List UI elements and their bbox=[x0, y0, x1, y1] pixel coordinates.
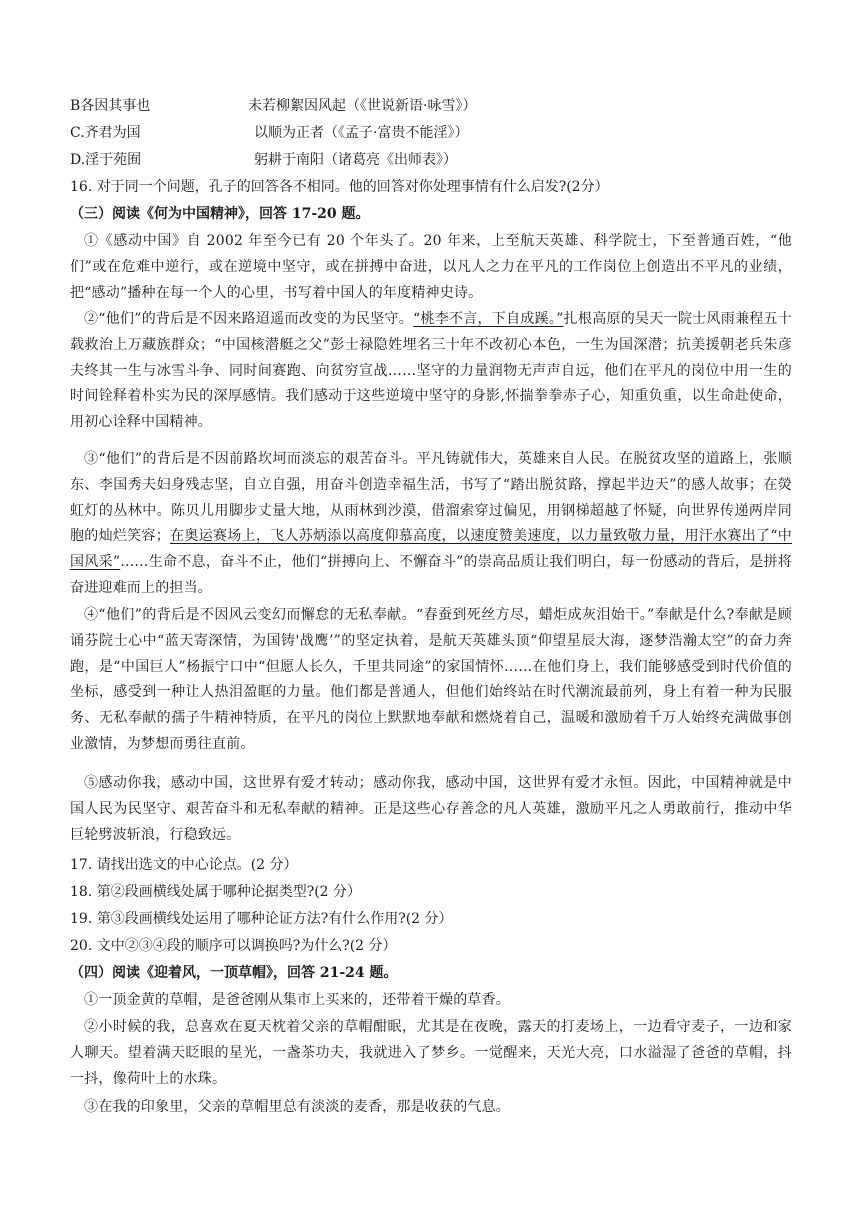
question-19: 19. 第③段画横线处运用了哪种论证方法?有什么作用?(2 分） bbox=[70, 911, 453, 927]
section-4-paragraph-1: ①一顶金黄的草帽，是爸爸刚从集市上买来的，还带着干燥的草香。 bbox=[84, 992, 510, 1008]
option-b-right: 未若柳絮因风起（《世说新语·咏雪》） bbox=[248, 98, 477, 114]
question-17: 17. 请找出选文的中心论点。(2 分） bbox=[70, 857, 298, 873]
paragraph-2-underlined-quote: “桃李不言，下自成蹊。” bbox=[412, 311, 564, 327]
option-d-left: D.淫于苑囿 bbox=[70, 152, 142, 168]
section-3-paragraph-3 bbox=[70, 447, 792, 602]
paragraph-3-text-b: ……生命不息，奋斗不止，他们“拼搏向上、不懈奋斗”的崇高品质让我们明白，每一份感动的背后，是拼将奋进迎难而上的担当。 bbox=[70, 554, 792, 596]
option-d-right: 躬耕于南阳（诸葛亮《出师表》） bbox=[254, 152, 457, 168]
section-4-paragraph-2: ②小时候的我，总喜欢在夏天枕着父亲的草帽酣眠，尤其是在夜晚，露天的打麦场上，一边看守麦子，一边和家人聊天。望着满天眨眼的星光，一盏茶功夫，我就进入了梦乡。一觉醒来，天光大亮，口水溢湿了爸爸的草帽，抖一抖，像荷叶上的水珠。 bbox=[70, 1019, 792, 1087]
section-4-paragraph-3: ③在我的印象里，父亲的草帽里总有淡淡的麦香，那是收获的气息。 bbox=[84, 1099, 510, 1115]
option-c-left: C.齐君为国 bbox=[70, 125, 141, 141]
section-3-paragraph-1: ①《感动中国》自 2002 年至今已有 20 个年头了。20 年来，上至航天英雄、科学院士，下至普通百姓，“他们”或在危难中逆行，或在逆境中坚守，或在拼搏中奋进，以凡人之力在平凡的工作岗位上创造出不平凡的业绩，把“感动”播种在每一个人的心里，书写着中国人的年度精神史诗。 bbox=[70, 233, 792, 301]
paragraph-2-text-b: 扎根高原的吴天一院士风雨兼程五十载救治上万藏族群众；“中国核潜艇之父”彭士禄隐姓埋名三十年不改初心本色，一生为国深潜；抗美援朝老兵朱彦夫终其一生与冰雪斗争、同时间赛跑、向贫穷宣战……坚守的力量润物无声声自远，他们在平凡的岗位中用一生的时间铨释着朴实为民的深厚感情。我们感动于这些逆境中坚守的身影,怀揣拳拳赤子心，知重负重，以生命赴使命，用初心诠释中国精神。 bbox=[70, 311, 793, 431]
question-16: 16. 对于同一个问题，孔子的回答各不相同。他的回答对你处理事情有什么启发?(2分） bbox=[70, 179, 609, 195]
section-3-paragraph-5: ⑤感动你我，感动中国，这世界有爱才转动；感动你我，感动中国，这世界有爱才永恒。因此，中国精神就是中国人民为民坚守、艰苦奋斗和无私奉献的精神。正是这些心存善念的凡人英雄，激励平凡之人勇敢前行，推动中华巨轮劈波斩浪，行稳致远。 bbox=[70, 775, 792, 843]
section-3-heading: （三）阅读《何为中国精神》，回答 17-20 题。 bbox=[70, 206, 370, 222]
question-20: 20. 文中②③④段的顺序可以调换吗?为什么?(2 分） bbox=[70, 938, 397, 954]
paragraph-2-text-a: ②“他们”的背后是不因来路迢遥而改变的为民坚守。 bbox=[84, 311, 413, 327]
option-c-right: 以顺为正者（《孟子·富贵不能淫》） bbox=[254, 125, 469, 141]
section-4-heading: （四）阅读《迎着风，一顶草帽》，回答 21-24 题。 bbox=[70, 965, 398, 981]
section-3-paragraph-4: ④“他们”的背后是不因风云变幻而懈怠的无私奉献。“春蚕到死丝方尽，蜡炬成灰泪始干。”奉献是什么?奉献是顾诵芬院士心中“蓝天寄深情，为国铸'战鹰’”的坚定执着，是航天英雄头顶“仰望星辰大海，逐梦浩瀚太空”的奋力奔跑，是“中国巨人”杨振宁口中“但愿人长久，千里共同途”的家国情怀……在他们身上，我们能够感受到时代价值的坐标，感受到一种让人热泪盈眶的力量。他们都是普通人，但他们始终站在时代潮流最前列，身上有着一种为民服务、无私奉献的孺子牛精神特质，在平凡的岗位上默默地奉献和燃烧着自己，温暖和激励着千万人始终充满做事创业激情，为梦想而勇往直前。 bbox=[70, 607, 792, 752]
option-b-left: B各因其事也 bbox=[70, 98, 151, 114]
question-18: 18. 第②段画横线处属于哪种论据类型?(2 分） bbox=[70, 884, 362, 900]
paragraph-3-underlined-example: 在奥运赛场上，飞人苏炳添以高度仰慕高度，以速度赞美速度，以力量致敬力量，用汗水赛出了“中国风采” bbox=[70, 528, 792, 571]
section-3-paragraph-2 bbox=[70, 307, 792, 436]
paragraph-3-text-a: ③“他们”的背后是不因前路坎坷而淡忘的艰苦奋斗。平凡铸就伟大，英雄来自人民。在脱贫攻坚的道路上，张顺东、李国秀夫妇身残志坚，自立自强，用奋斗创造幸福生活，书写了“踏出脱贫路，撑起半边天”的感人故事；在熒虹灯的丛林中。陈贝儿用脚步丈量大地，从雨林到沙漠，借溜索穿过偏见，用钢梯超越了怀疑，向世界传递两岸同胞的灿烂笑容； bbox=[70, 451, 792, 545]
